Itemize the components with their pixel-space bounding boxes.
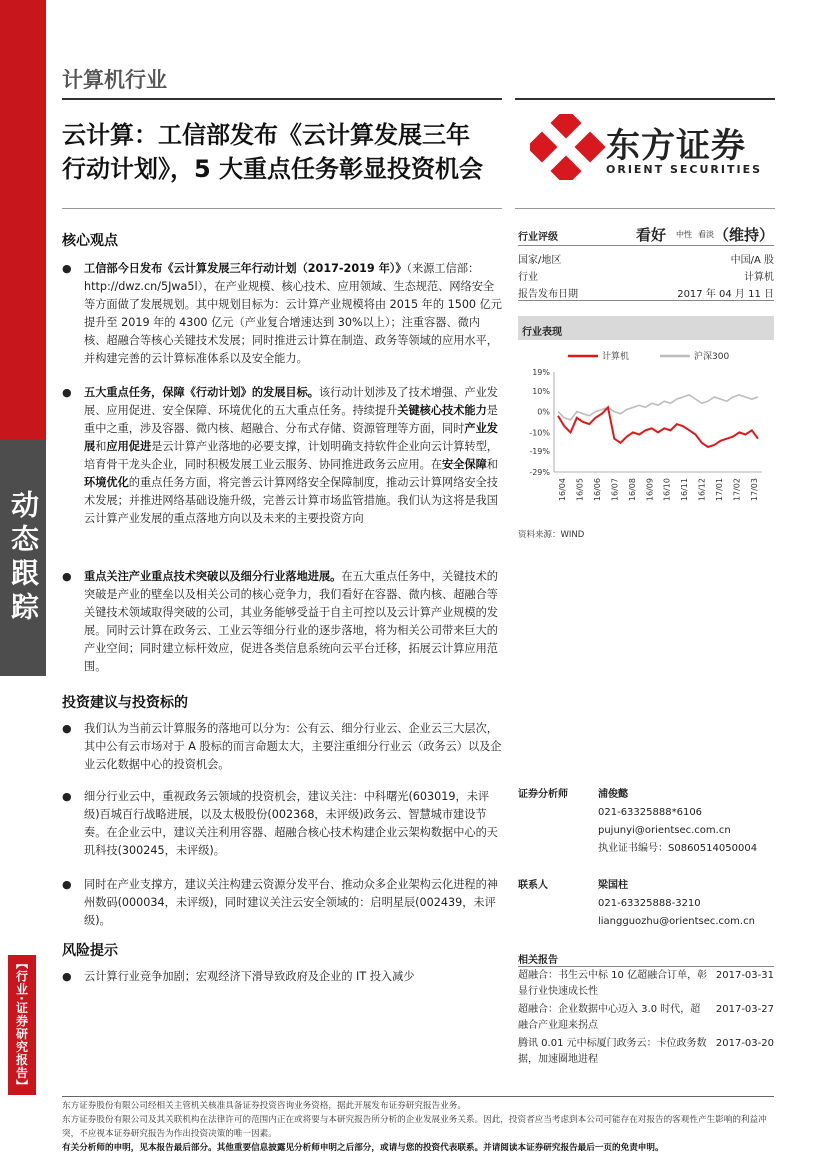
y-tick-label: -19%: [529, 447, 550, 457]
header-rule-left: [62, 98, 502, 100]
contact-name: 梁国柱: [598, 880, 628, 891]
core-item-2-bold-e: 环境优化: [84, 476, 129, 489]
y-tick-label: -10%: [529, 428, 550, 438]
core-item-2-text-a: 该行动计划涉及了技术增强、产业发展、应用促进、安全保障、环境优化的五大重点任务。持续提升: [84, 386, 498, 417]
info-value: 计算机: [744, 272, 774, 283]
x-tick-label: 16/04: [558, 478, 567, 502]
y-tick-label: 10%: [532, 386, 550, 396]
rating-option-negative: 看淡: [698, 230, 714, 239]
contact-phone: 021-63325888-3210: [598, 898, 701, 909]
core-item-2-bold-c: 应用促进: [106, 440, 152, 453]
x-tick-label: 16/06: [592, 478, 602, 502]
core-heading: 核心观点: [62, 233, 118, 249]
x-tick-label: 17/01: [715, 478, 725, 502]
report-type-tag: 【行业·证券研究报告】: [8, 955, 36, 1095]
related-date: 2017-03-31: [715, 970, 774, 981]
info-value: 2017 年 04 月 11 日: [677, 289, 774, 300]
info-key: 国家/地区: [518, 255, 562, 266]
related-date: 2017-03-27: [715, 1004, 774, 1015]
invest-item-3-text: 同时在产业支撑方，建议关注构建云资源分发平台、推动众多企业架构云化进程的神州数码(000034，未评级)，同时建议关注云安全领域的：启明星辰(002439，未评级)。: [84, 878, 498, 927]
bullet-icon: ●: [62, 570, 72, 583]
rating-main: 看好: [636, 226, 667, 244]
y-tick-label: 19%: [532, 368, 550, 377]
logo-text-en: ORIENT SECURITIES: [606, 163, 763, 176]
info-key: 行业: [518, 272, 538, 283]
x-tick-label: 17/03: [750, 478, 759, 502]
side-band-top: [0, 0, 46, 440]
core-item-2-text-b: 是重中之重，涉及容器、微内核、超融合、分布式存储、资源管理等方面，同时: [84, 404, 498, 435]
core-item-2-text-c: 和: [95, 440, 107, 453]
legend-label: 沪深300: [694, 352, 730, 362]
y-tick-label: 0%: [537, 407, 550, 417]
rating-rule: [518, 245, 774, 246]
related-title: 超融合：书生云中标 10 亿超融合订单，彰显行业快速成长性: [518, 970, 708, 997]
footer-line-1: 东方证券股份有限公司经相关主管机关核准具备证券投资咨询业务资格，据此开展发布证券研究报告业务。: [62, 1101, 466, 1111]
analyst-email: pujunyi@orientsec.com.cn: [598, 825, 731, 836]
footer-line-3: 有关分析师的申明，见本报告最后部分。其他重要信息披露见分析师申明之后部分，或请与您的投资代表联系。并请阅读本证券研究报告最后一页的免责申明。: [62, 1143, 664, 1153]
core-item-2-bold-b: 产业发展: [84, 422, 498, 453]
related-item-2: [518, 1002, 774, 1034]
footer-rule: [62, 1096, 774, 1097]
bullet-icon: ●: [62, 722, 72, 735]
industry-label: 计算机行业: [62, 68, 167, 92]
bullet-icon: ●: [62, 970, 72, 983]
analyst-name: 浦俊懿: [598, 789, 628, 800]
series-line-hs300: [558, 395, 758, 420]
report-title: [62, 118, 507, 186]
series-line-computer: [558, 407, 758, 447]
bullet-icon: ●: [62, 262, 72, 275]
rating-label: 行业评级: [518, 232, 558, 243]
core-item-2-text-e: 和: [486, 458, 498, 471]
invest-heading: 投资建议与投资标的: [62, 695, 188, 711]
core-item-2-bold-d: 安全保障: [442, 458, 487, 471]
divider-left: [62, 208, 502, 209]
rating-row: [518, 224, 774, 244]
related-item-1: [518, 968, 774, 1000]
logo-text-cn: 东方证券: [606, 126, 746, 166]
core-item-2-bold-a: 关键核心技术能力: [397, 404, 487, 417]
core-item-2-text-d: 是云计算产业落地的必要支撑，计划明确支持软件企业向云计算转型，培育骨干龙头企业，同时积极发展工业云服务、协同推进政务云应用。在: [84, 440, 498, 471]
invest-item-2-text: 细分行业云中，重视政务云领域的投资机会，建议关注：中科曙光(603019，未评级)百城百行战略进展，以及太极股份(002368，未评级)政务云、智慧城市建设节奏。在企业云中，建议关注利用容器、超融合核心技术构建企业云架构数据中心的天玑科技(300245，未评级)。: [84, 790, 498, 857]
related-title: 超融合：企业数据中心迈入 3.0 时代，超融合产业迎来拐点: [518, 1004, 701, 1031]
core-item-2-text-f: 的重点任务方面，将完善云计算网络安全保障制度，推动云计算网络安全技术发展；并推进网络基础设施升级，完善云计算市场监管措施。我们认为这将是我国云计算产业发展的重点落地方向以及未来的主要投资方向: [84, 476, 498, 525]
invest-item-1-text: 我们认为当前云计算服务的落地可以分为：公有云、细分行业云、企业云三大层次，其中公有云市场对于 A 股标的而言命题太大，主要注重细分行业云（政务云）以及企业云化数据中心的投资机会。: [84, 722, 502, 771]
core-item-1-lead: 工信部今日发布《云计算发展三年行动计划（2017-2019 年）》: [84, 262, 407, 275]
x-tick-label: 17/02: [732, 478, 742, 502]
legend-label: 计算机: [602, 352, 630, 362]
core-item-2: [62, 384, 502, 528]
related-title: 腾讯 0.01 元中标厦门政务云：卡位政务数据，加速圈地进程: [518, 1038, 707, 1065]
x-tick-label: 16/05: [575, 478, 585, 502]
contact-email: liangguozhu@orientsec.com.cn: [598, 916, 755, 927]
rating-hold: （维持）: [713, 226, 774, 244]
analyst-role: 证券分析师: [518, 789, 568, 800]
bullet-icon: ●: [62, 790, 72, 803]
x-tick-label: 16/12: [697, 478, 707, 502]
analyst-phone: 021-63325888*6106: [598, 807, 703, 818]
core-item-3: [62, 568, 502, 676]
side-band-label: 动态跟踪: [0, 440, 46, 676]
header-rule-right: [515, 98, 775, 100]
core-item-3-lead: 重点关注产业重点技术突破以及细分行业落地进展。: [84, 570, 342, 583]
y-tick-label: -29%: [529, 468, 550, 477]
related-heading: 相关报告: [518, 955, 558, 966]
analyst-license: 执业证书编号：S0860514050004: [598, 843, 758, 854]
title-line-1: 云计算：工信部发布《云计算发展三年: [62, 121, 470, 149]
core-item-2-lead: 五大重点任务，保障《行动计划》的发展目标。: [84, 386, 319, 399]
risk-item-1-text: 云计算行业竞争加剧；宏观经济下滑导致政府及企业的 IT 投入减少: [84, 970, 415, 983]
invest-item-1: [62, 720, 502, 774]
risk-item-1: [62, 968, 502, 986]
chart-source: 资料来源：WIND: [518, 530, 585, 540]
bullet-icon: ●: [62, 878, 72, 891]
divider-right: [515, 208, 775, 209]
x-tick-label: 16/07: [610, 478, 620, 502]
title-line-2: 行动计划》，5 大重点任务彰显投资机会: [62, 155, 484, 183]
core-item-3-body: 在五大重点任务中，关键技术的突破是产业的壁垒以及相关公司的核心竞争力，我们看好在容器、微内核、超融合等关键技术领域取得突破的公司，其业务能够受益于自主可控以及云计算产业规模的发展。同时云计算在政务云、工业云等细分行业的逐步落地，将为相关公司带来巨大的产业空间；同时建立标杆效应，促进各类信息系统向云平台迁移，拓展云计算应用范围。: [84, 570, 498, 673]
core-item-1: [62, 260, 502, 368]
invest-item-2: [62, 788, 502, 860]
core-item-1-body: （来源工信部：http://dwz.cn/5Jwa5l），在产业规模、核心技术、应用领域、生态规范、网络安全等方面做了发展规划。其中规划目标为：云计算产业规模将由 2015 年的 1500 亿元提升至 2019 年的 4300 亿元（产业复合增速达到 30%以上）；注重容器、微内核、超融合等核心关键技术发展；同时推进云计算在制造、政务等领域的应用水平，并构建完善的云计算标准体系以及安全能力。: [84, 262, 502, 365]
x-tick-label: 16/10: [662, 478, 672, 502]
related-item-3: [518, 1036, 774, 1068]
related-rule: [518, 966, 774, 967]
contact-role: 联系人: [518, 880, 548, 891]
rating-option-neutral: 中性: [676, 230, 692, 239]
invest-item-3: [62, 876, 502, 930]
performance-chart: [518, 344, 774, 524]
footer-line-2: 东方证券股份有限公司及其关联机构在法律许可的范围内正在或将要与本研究报告所分析的企业发展业务关系。因此，投资者应当考虑到本公司可能存在对报告的客观性产生影响的利益冲突，不应视本证券研究报告为作出投资决策的唯一因素。: [62, 1115, 767, 1139]
bullet-icon: ●: [62, 386, 72, 399]
chart-title: 行业表现: [518, 316, 774, 340]
x-tick-label: 16/11: [680, 478, 690, 502]
related-date: 2017-03-20: [715, 1038, 774, 1049]
info-key: 报告发布日期: [518, 289, 578, 300]
x-tick-label: 16/08: [627, 478, 637, 502]
info-value: 中国/A 股: [730, 255, 774, 266]
x-tick-label: 16/09: [645, 478, 655, 502]
info-rule: [518, 300, 774, 301]
risk-heading: 风险提示: [62, 943, 118, 959]
